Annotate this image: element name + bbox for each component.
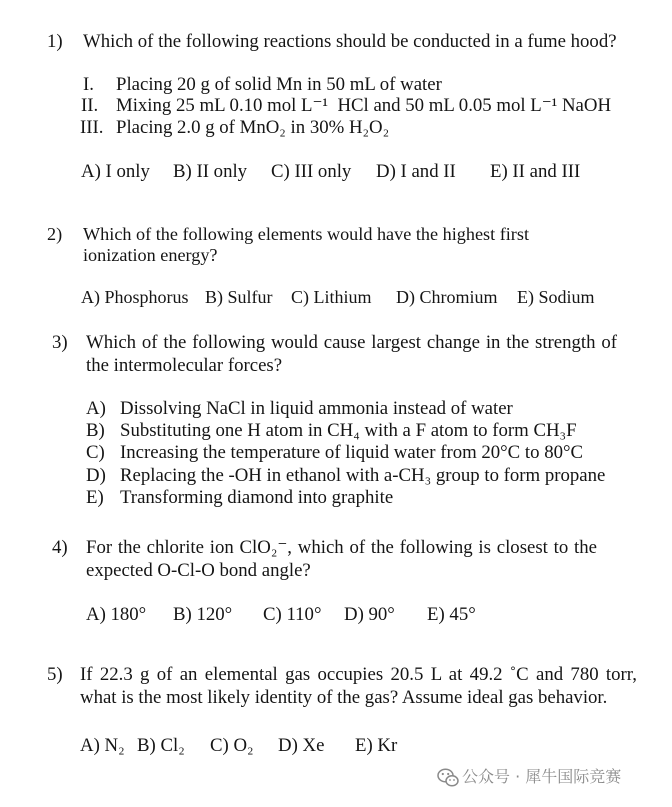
question-text: the intermolecular forces? bbox=[86, 355, 283, 376]
statement-text: Placing 2.0 g of MnO₂ in 30% H₂O₂ bbox=[116, 117, 390, 138]
answer-option: C) Lithium bbox=[291, 287, 372, 307]
statement-label: III. bbox=[80, 117, 104, 138]
choice-label: A) bbox=[86, 398, 106, 419]
answer-option: A) 180° bbox=[86, 604, 147, 625]
answer-option: B) II only bbox=[173, 161, 248, 182]
choice-text: Replacing the -OH in ethanol with a-CH₃ group to form propane bbox=[120, 465, 606, 486]
answer-option: B) 120° bbox=[173, 604, 233, 625]
answer-option: E) II and III bbox=[490, 161, 581, 182]
watermark-text: 公众号 · 犀牛国际竞赛 bbox=[462, 767, 622, 786]
choice-text: Substituting one H atom in CH₄ with a F atom to form CH₃F bbox=[120, 420, 577, 441]
question-text: Which of the following would cause largest change in the strength of bbox=[86, 332, 617, 353]
choice-label: E) bbox=[86, 487, 104, 508]
answer-option: B) Cl₂ bbox=[137, 735, 185, 756]
question-text: ionization energy? bbox=[83, 245, 218, 265]
answer-option: A) I only bbox=[81, 161, 150, 182]
statement-text: Placing 20 g of solid Mn in 50 mL of water bbox=[116, 74, 442, 95]
choice-label: B) bbox=[86, 420, 105, 441]
question-number: 1) bbox=[47, 31, 63, 52]
question-number: 5) bbox=[47, 664, 63, 685]
choice-text: Transforming diamond into graphite bbox=[120, 487, 394, 508]
question-text: Which of the following reactions should be conducted in a fume hood? bbox=[83, 31, 617, 52]
answer-option: A) Phosphorus bbox=[81, 287, 189, 307]
choice-text: Dissolving NaCl in liquid ammonia instead of water bbox=[120, 398, 513, 419]
answer-option: E) Sodium bbox=[517, 287, 595, 307]
answer-option: E) Kr bbox=[355, 735, 398, 756]
answer-option: D) Chromium bbox=[396, 287, 498, 307]
answer-option: C) O₂ bbox=[210, 735, 254, 756]
answer-option: D) 90° bbox=[344, 604, 395, 625]
choice-text: Increasing the temperature of liquid water from 20°C to 80°C bbox=[120, 442, 584, 463]
question-text: If 22.3 g of an elemental gas occupies 20.5 L at 49.2 ˚C and 780 torr, bbox=[80, 664, 637, 685]
choice-label: C) bbox=[86, 442, 105, 463]
wechat-icon bbox=[437, 768, 459, 788]
answer-option: E) 45° bbox=[427, 604, 476, 625]
statement-label: I. bbox=[83, 74, 94, 95]
question-number: 4) bbox=[52, 537, 68, 558]
question-text: Which of the following elements would have the highest first bbox=[83, 224, 529, 244]
answer-option: A) N₂ bbox=[80, 735, 125, 756]
answer-option: C) 110° bbox=[263, 604, 322, 625]
question-number: 3) bbox=[52, 332, 68, 353]
question-text: expected O-Cl-O bond angle? bbox=[86, 560, 311, 581]
question-text: For the chlorite ion ClO₂⁻, which of the following is closest to the bbox=[86, 537, 597, 558]
statement-label: II. bbox=[81, 95, 99, 116]
choice-label: D) bbox=[86, 465, 106, 486]
question-number: 2) bbox=[47, 224, 63, 244]
question-text: what is the most likely identity of the gas? Assume ideal gas behavior. bbox=[80, 687, 608, 708]
statement-text: Mixing 25 mL 0.10 mol L⁻¹ HCl and 50 mL 0.05 mol L⁻¹ NaOH bbox=[116, 95, 612, 116]
answer-option: D) I and II bbox=[376, 161, 456, 182]
answer-option: C) III only bbox=[271, 161, 352, 182]
answer-option: B) Sulfur bbox=[205, 287, 273, 307]
answer-option: D) Xe bbox=[278, 735, 325, 756]
